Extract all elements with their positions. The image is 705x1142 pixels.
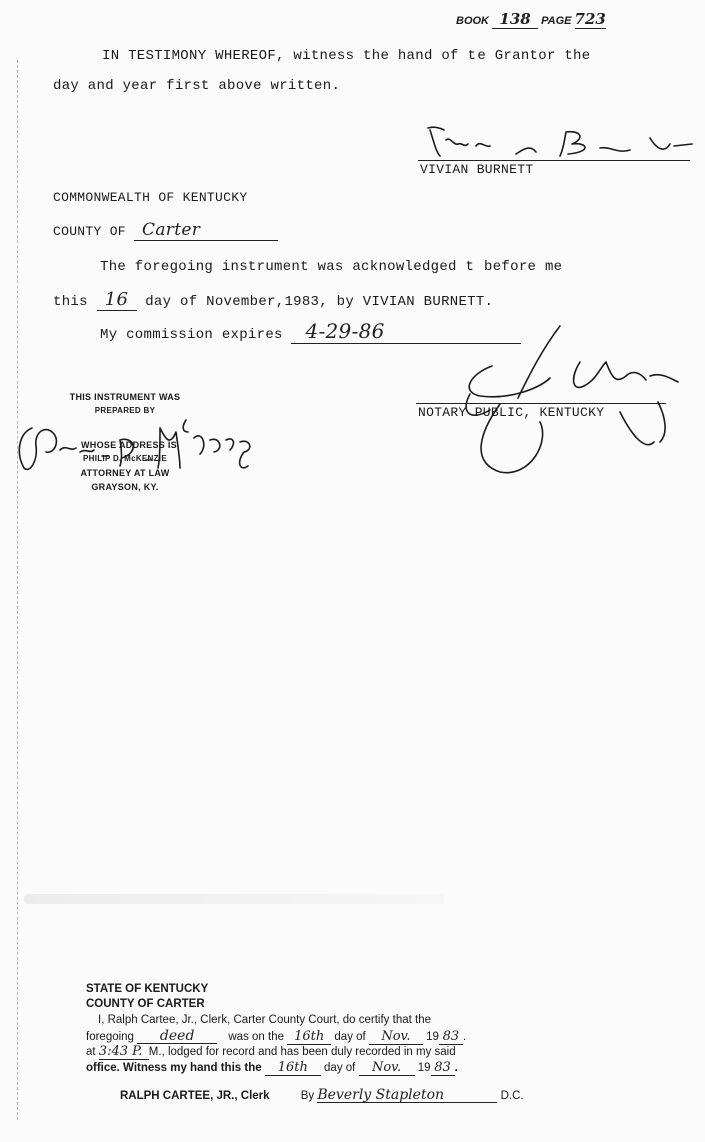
clerk-signature-line bbox=[120, 1088, 524, 1103]
preparer-signature bbox=[60, 430, 70, 431]
commission-label: My commission expires bbox=[100, 327, 283, 343]
county-line bbox=[53, 220, 278, 241]
at-label: at bbox=[86, 1046, 96, 1058]
by-label: By bbox=[300, 1090, 315, 1102]
day-of-label: day of bbox=[334, 1031, 366, 1043]
was-on-label: was on the bbox=[228, 1031, 284, 1043]
day-value: 16 bbox=[97, 289, 137, 311]
clerk-county: COUNTY OF CARTER bbox=[86, 998, 205, 1010]
witness-year: 83 bbox=[431, 1061, 455, 1076]
acknowledged-line-2-suffix: day of November,1983, by VIVIAN BURNETT. bbox=[145, 294, 494, 310]
witness-day: 16th bbox=[265, 1061, 321, 1076]
clerk-line-1: I, Ralph Cartee, Jr., Clerk, Carter County Court, do certify that the bbox=[98, 1014, 431, 1026]
stamp-line-6: GRAYSON, KY. bbox=[91, 482, 159, 492]
acknowledged-line-1: The foregoing instrument was acknowledged t before me bbox=[100, 259, 563, 275]
witness-day-of-label: day of bbox=[324, 1062, 356, 1074]
book-number: 138 bbox=[492, 10, 538, 29]
stamp-line-4: PHILIP D. McKENZIE bbox=[83, 454, 167, 463]
clerk-state: STATE OF KENTUCKY bbox=[86, 983, 209, 995]
stamp-line-5: ATTORNEY AT LAW bbox=[80, 468, 170, 478]
grantor-signature-mark bbox=[420, 124, 700, 164]
this-label: this bbox=[53, 294, 88, 310]
record-month: Nov. bbox=[369, 1030, 423, 1045]
clerk-line-2: foregoing deed was on the 16th day of Nov. 19 83 . bbox=[86, 1028, 467, 1044]
commonwealth-heading: COMMONWEALTH OF KENTUCKY bbox=[53, 190, 248, 205]
testimony-line-2: day and year first above written. bbox=[53, 78, 341, 94]
book-page-header bbox=[456, 10, 606, 29]
lodged-text: M., lodged for record and has been duly recorded in my said bbox=[148, 1046, 456, 1058]
book-label: BOOK bbox=[456, 15, 489, 27]
notary-title: NOTARY PUBLIC, KENTUCKY bbox=[418, 405, 605, 420]
century-label: 19 bbox=[426, 1031, 439, 1043]
preparer-signature-mark bbox=[10, 410, 260, 480]
margin-line bbox=[17, 60, 19, 1120]
page-number: 723 bbox=[574, 10, 606, 28]
stamp-line-1: THIS INSTRUMENT WAS bbox=[69, 392, 181, 402]
acknowledged-line-2 bbox=[53, 289, 493, 311]
record-day: 16th bbox=[287, 1030, 331, 1045]
notary-signature-line bbox=[416, 403, 666, 404]
clerk-line-3 bbox=[86, 1045, 456, 1060]
notary-signature-mark bbox=[430, 322, 690, 482]
deputy-signature: Beverly Stapleton bbox=[317, 1088, 497, 1103]
scan-smudge bbox=[24, 894, 444, 904]
grantor-name: VIVIAN BURNETT bbox=[420, 162, 534, 177]
witness-month: Nov. bbox=[359, 1061, 415, 1076]
clerk-name: RALPH CARTEE, JR., Clerk bbox=[120, 1090, 270, 1102]
witness-century-label: 19 bbox=[417, 1062, 431, 1074]
record-time: 3:43 P. bbox=[99, 1045, 149, 1060]
commission-value: 4-29-86 bbox=[291, 319, 521, 344]
stamp-line-3: WHOSE ADDRESS IS bbox=[81, 440, 177, 450]
dc-label: D.C. bbox=[500, 1090, 524, 1102]
grantor-signature bbox=[440, 122, 447, 123]
grantor-signature-line bbox=[418, 160, 690, 161]
record-year: 83 bbox=[439, 1030, 463, 1045]
witness-text: office. Witness my hand this the bbox=[86, 1062, 262, 1074]
stamp-line-2: PREPARED BY bbox=[94, 406, 156, 415]
county-label: COUNTY OF bbox=[53, 224, 126, 239]
page-label: PAGE bbox=[541, 15, 572, 27]
clerk-line-4: office. Witness my hand this the 16th day of Nov. 19 83 . bbox=[86, 1060, 458, 1075]
county-value: Carter bbox=[134, 220, 278, 241]
testimony-line-1: IN TESTIMONY WHEREOF, witness the hand of t e Grantor the bbox=[102, 48, 591, 64]
foregoing-label: foregoing bbox=[86, 1031, 134, 1043]
instrument-type: deed bbox=[137, 1029, 217, 1044]
